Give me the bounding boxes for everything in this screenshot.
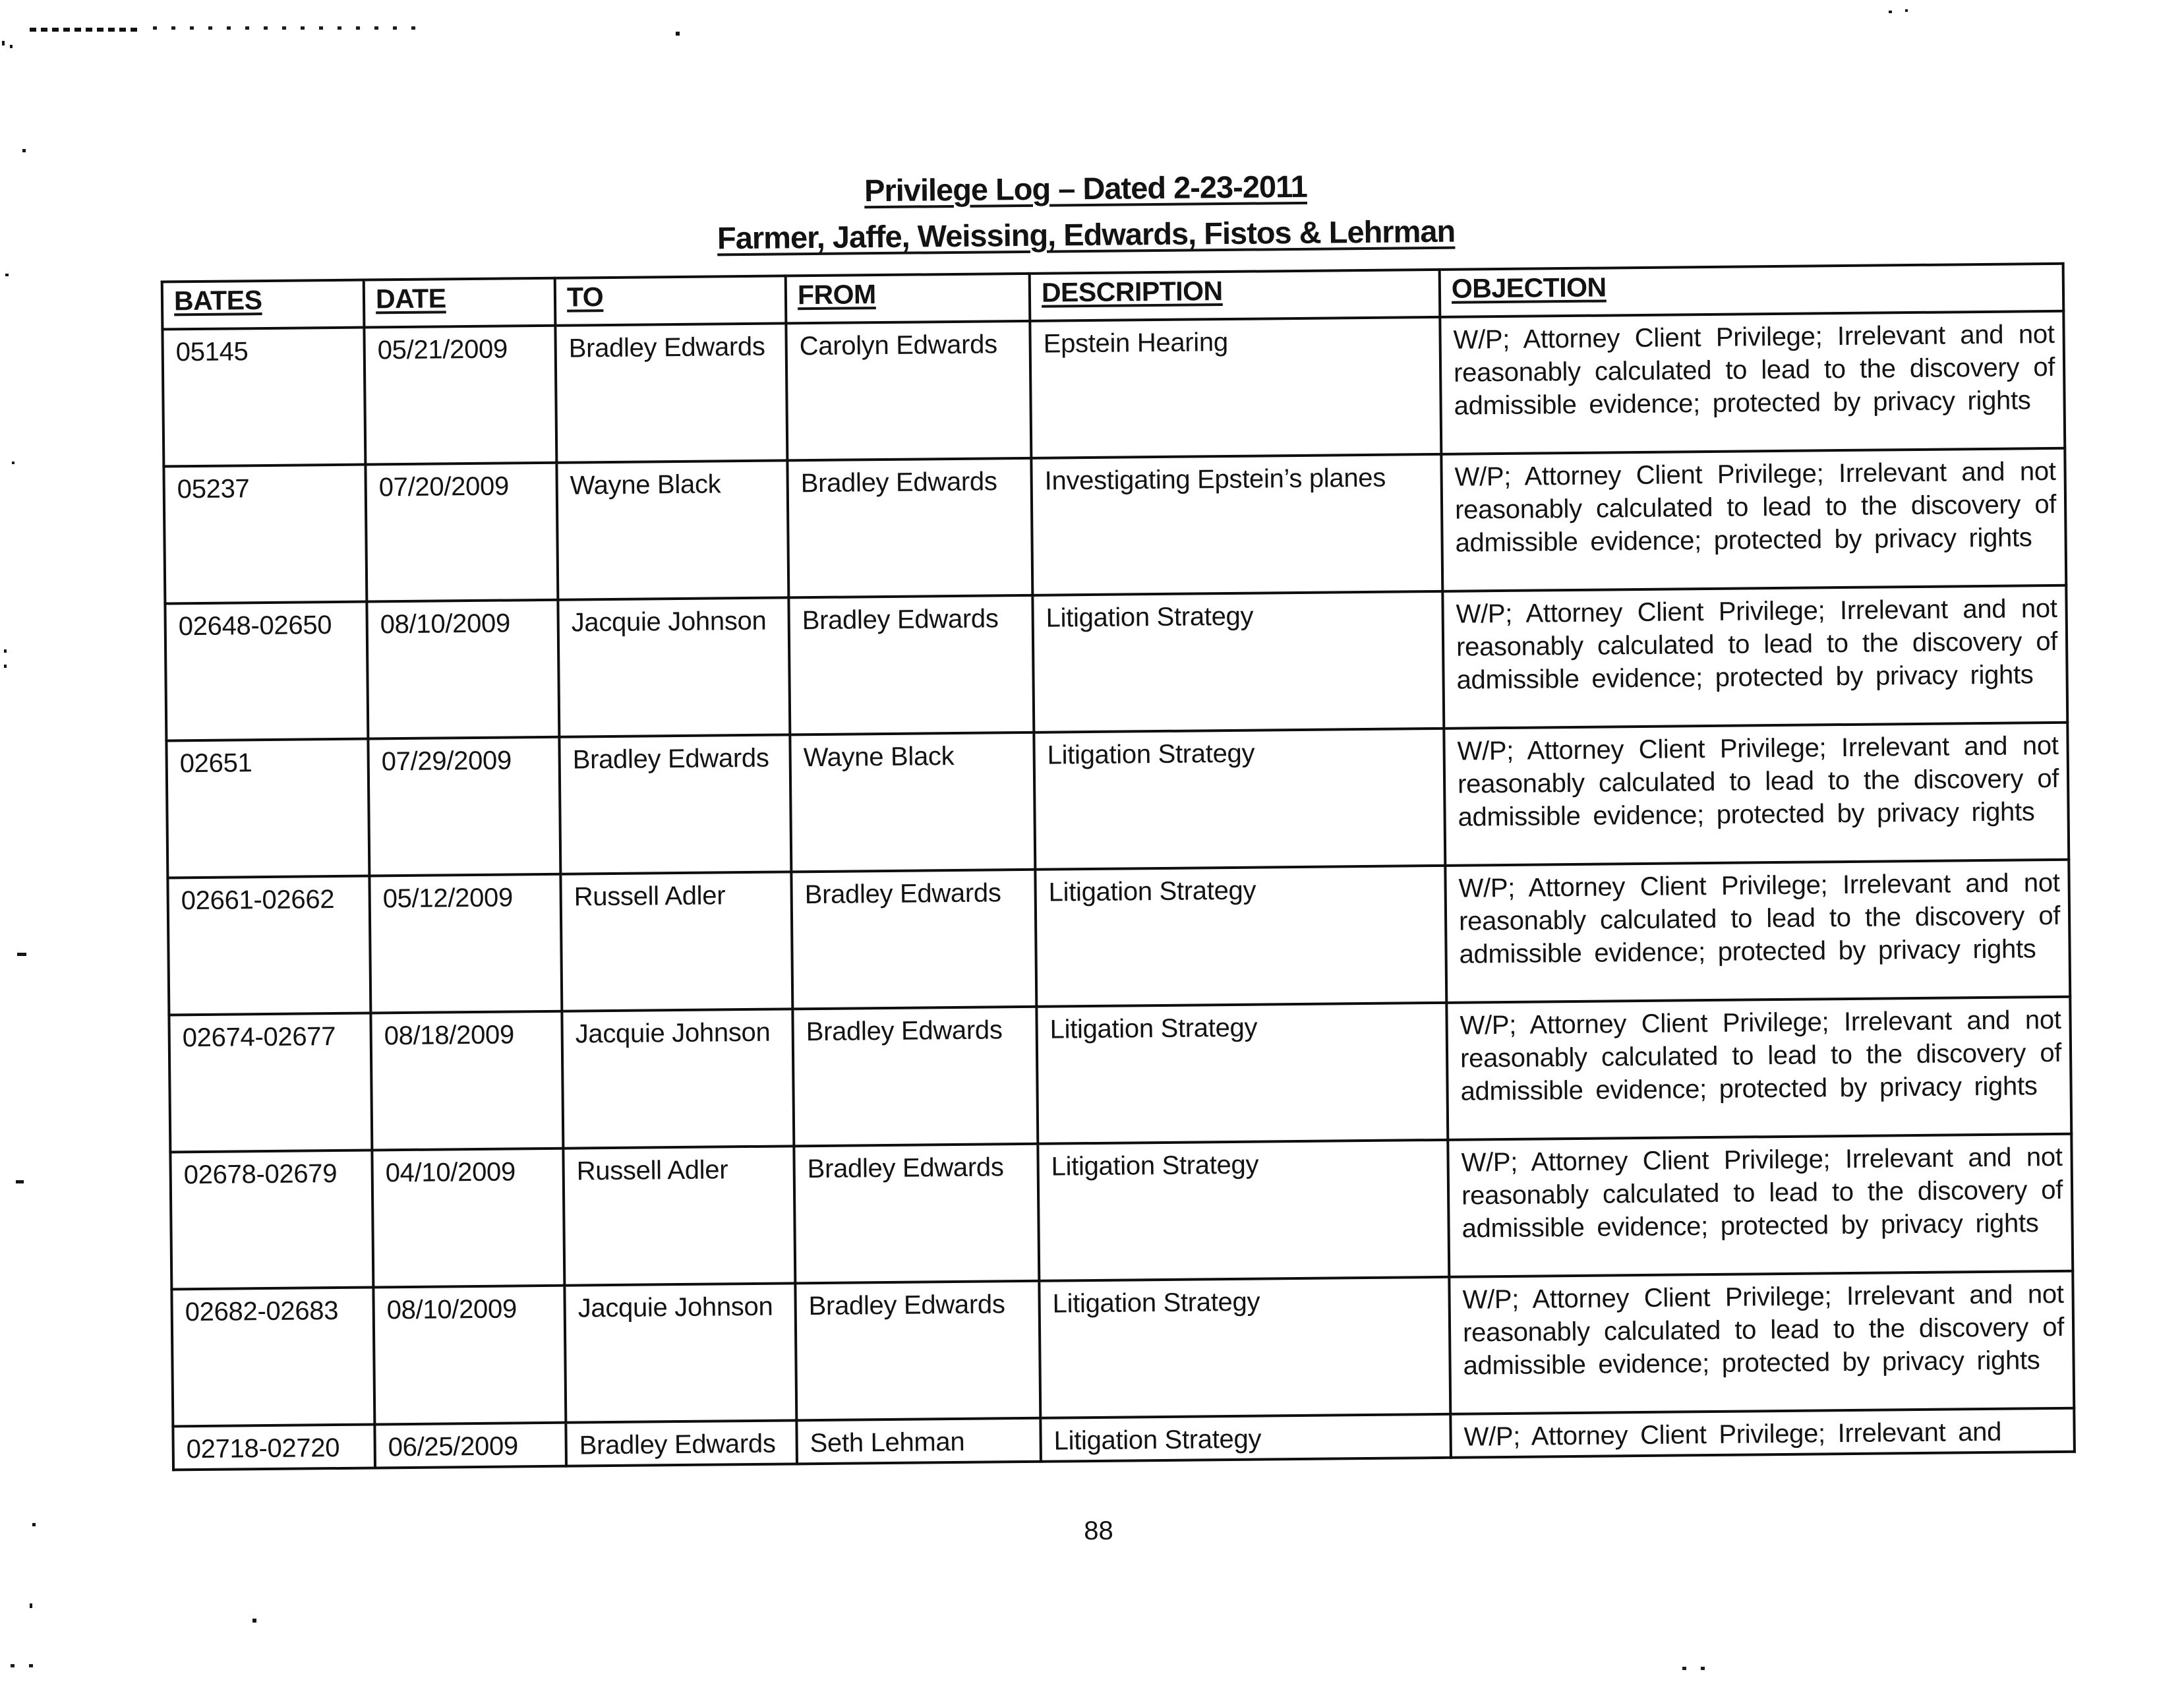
objection-cell: W/P; Attorney Client Privilege; Irrelevant and not reasonably calculated to lead to the discovery of admissible evidence; protected by privacy rights bbox=[1440, 311, 2065, 454]
header-objection: OBJECTION bbox=[1440, 264, 2064, 317]
objection-cell: W/P; Attorney Client Privilege; Irrelevant and not reasonably calculated to lead to the discovery of admissible evidence; protected by privacy rights bbox=[1449, 1271, 2074, 1414]
description-cell: Litigation Strategy bbox=[1038, 1140, 1449, 1281]
to-cell: Jacquie Johnson bbox=[562, 1009, 794, 1148]
from-cell: Bradley Edwards bbox=[791, 870, 1036, 1009]
date-cell: 08/10/2009 bbox=[373, 1286, 566, 1425]
from-cell: Wayne Black bbox=[790, 732, 1035, 872]
from-cell: Bradley Edwards bbox=[795, 1281, 1040, 1421]
date-cell: 07/20/2009 bbox=[365, 463, 558, 602]
description-cell: Litigation Strategy bbox=[1032, 591, 1444, 732]
bates-cell: 02682-02683 bbox=[171, 1287, 374, 1426]
bates-cell: 02674-02677 bbox=[169, 1013, 372, 1152]
header-date: DATE bbox=[364, 278, 556, 328]
date-cell: 05/21/2009 bbox=[364, 326, 556, 465]
bates-cell: 02651 bbox=[166, 739, 369, 878]
bates-cell: 05237 bbox=[163, 465, 367, 604]
date-cell: 08/10/2009 bbox=[367, 600, 559, 739]
header-description: DESCRIPTION bbox=[1030, 270, 1440, 321]
table-row bbox=[163, 448, 2066, 604]
table-row bbox=[170, 1134, 2073, 1290]
description-cell: Epstein Hearing bbox=[1030, 317, 1441, 458]
from-cell: Bradley Edwards bbox=[794, 1144, 1039, 1284]
from-cell: Bradley Edwards bbox=[787, 458, 1032, 598]
objection-cell: W/P; Attorney Client Privilege; Irrelevant and not reasonably calculated to lead to the discovery of admissible evidence; protected by privacy rights bbox=[1446, 997, 2071, 1140]
objection-cell: W/P; Attorney Client Privilege; Irrelevant and not reasonably calculated to lead to the discovery of admissible evidence; protected by privacy rights bbox=[1448, 1134, 2073, 1277]
bates-cell: 02678-02679 bbox=[170, 1150, 373, 1289]
to-cell: Bradley Edwards bbox=[555, 323, 787, 462]
header-to: TO bbox=[555, 276, 786, 325]
header-from: FROM bbox=[786, 274, 1030, 324]
objection-cell: W/P; Attorney Client Privilege; Irrelevant and bbox=[1450, 1408, 2075, 1458]
from-cell: Seth Lehman bbox=[796, 1418, 1041, 1464]
from-cell: Carolyn Edwards bbox=[786, 321, 1031, 461]
date-cell: 06/25/2009 bbox=[374, 1423, 566, 1468]
bates-cell: 02648-02650 bbox=[165, 602, 368, 741]
to-cell: Jacquie Johnson bbox=[558, 597, 790, 736]
page-number: 88 bbox=[1084, 1516, 1113, 1546]
date-cell: 08/18/2009 bbox=[370, 1011, 563, 1150]
table-row bbox=[169, 997, 2071, 1152]
to-cell: Russell Adler bbox=[563, 1146, 795, 1285]
description-cell: Investigating Epstein’s planes bbox=[1031, 454, 1442, 595]
from-cell: Bradley Edwards bbox=[792, 1007, 1038, 1147]
table-row bbox=[165, 585, 2067, 741]
bates-cell: 05145 bbox=[162, 328, 365, 467]
to-cell: Bradley Edwards bbox=[566, 1420, 797, 1466]
from-cell: Bradley Edwards bbox=[788, 595, 1034, 735]
description-cell: Litigation Strategy bbox=[1036, 1003, 1448, 1144]
description-cell: Litigation Strategy bbox=[1035, 866, 1446, 1007]
objection-cell: W/P; Attorney Client Privilege; Irrelevant and not reasonably calculated to lead to the discovery of admissible evidence; protected by privacy rights bbox=[1441, 448, 2066, 591]
page-subtitle: Farmer, Jaffe, Weissing, Edwards, Fistos & Lehrman bbox=[717, 213, 1456, 256]
date-cell: 05/12/2009 bbox=[369, 874, 562, 1013]
bates-cell: 02718-02720 bbox=[173, 1424, 375, 1470]
description-cell: Litigation Strategy bbox=[1040, 1414, 1451, 1462]
date-cell: 04/10/2009 bbox=[372, 1149, 564, 1288]
privilege-log-table bbox=[161, 262, 2076, 1472]
objection-cell: W/P; Attorney Client Privilege; Irrelevant and not reasonably calculated to lead to the discovery of admissible evidence; protected by privacy rights bbox=[1445, 860, 2070, 1003]
to-cell: Bradley Edwards bbox=[559, 734, 791, 874]
to-cell: Wayne Black bbox=[556, 460, 788, 599]
table-row bbox=[166, 723, 2069, 878]
table-row bbox=[167, 860, 2070, 1015]
header-bates: BATES bbox=[162, 280, 365, 330]
bates-cell: 02661-02662 bbox=[167, 876, 370, 1015]
objection-cell: W/P; Attorney Client Privilege; Irrelevant and not reasonably calculated to lead to the discovery of admissible evidence; protected by privacy rights bbox=[1442, 585, 2067, 729]
table-row bbox=[162, 311, 2065, 467]
to-cell: Russell Adler bbox=[560, 872, 792, 1011]
description-cell: Litigation Strategy bbox=[1034, 729, 1445, 870]
table-row bbox=[171, 1271, 2074, 1427]
description-cell: Litigation Strategy bbox=[1039, 1277, 1450, 1418]
page-title: Privilege Log – Dated 2-23-2011 bbox=[864, 168, 1308, 208]
to-cell: Jacquie Johnson bbox=[564, 1283, 796, 1422]
objection-cell: W/P; Attorney Client Privilege; Irrelevant and not reasonably calculated to lead to the discovery of admissible evidence; protected by privacy rights bbox=[1444, 723, 2069, 866]
date-cell: 07/29/2009 bbox=[368, 737, 560, 876]
